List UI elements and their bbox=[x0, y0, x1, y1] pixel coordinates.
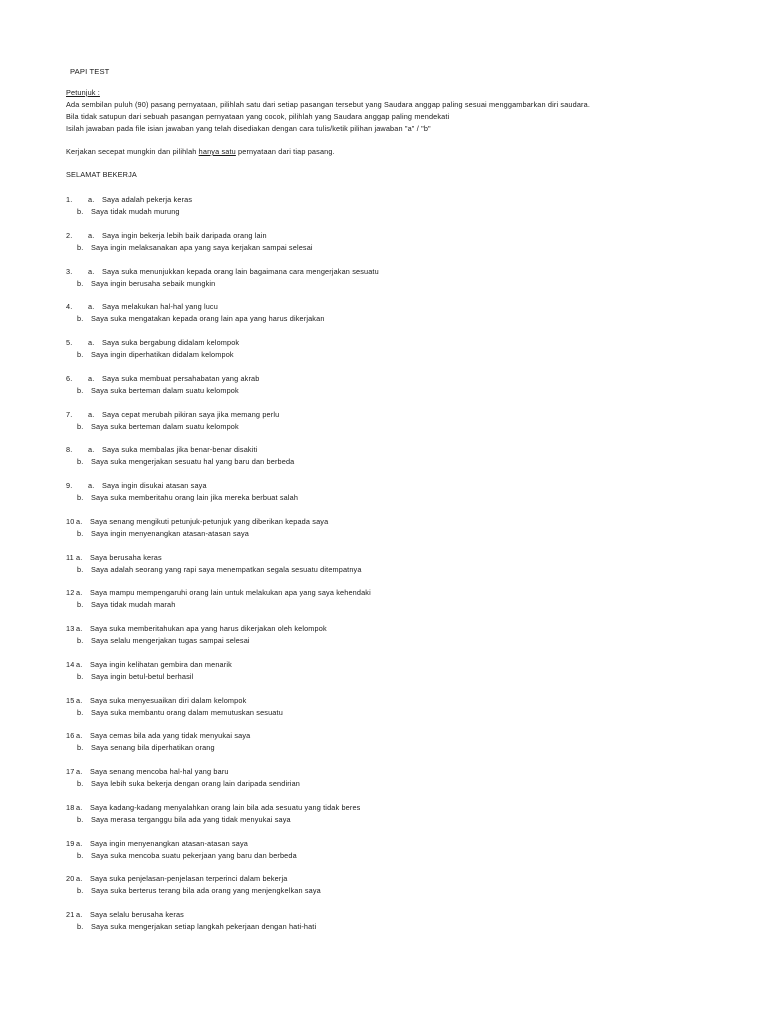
option-a-row bbox=[66, 373, 726, 385]
option-a-marker: a. bbox=[76, 731, 83, 741]
option-a-row bbox=[66, 766, 726, 778]
option-a-marker: a. bbox=[76, 767, 83, 776]
option-b-row bbox=[66, 921, 726, 933]
option-a-text: Saya suka menunjukkan kepada orang lain bagaimana cara mengerjakan sesuatu bbox=[102, 266, 379, 276]
option-b-text: Saya suka berteman dalam suatu kelompok bbox=[91, 385, 239, 395]
option-b-text: Saya adalah seorang yang rapi saya menempatkan segala sesuatu ditempatnya bbox=[91, 564, 362, 574]
option-b-row bbox=[66, 206, 726, 218]
option-a-row bbox=[66, 409, 726, 421]
question-item bbox=[66, 695, 726, 719]
option-b-marker: b. bbox=[77, 385, 84, 395]
option-a-row bbox=[66, 337, 726, 349]
option-b-row bbox=[66, 242, 726, 254]
question-item bbox=[66, 409, 726, 433]
question-number: 4. bbox=[66, 302, 73, 312]
question-number: 12 bbox=[66, 588, 75, 598]
option-b-row bbox=[66, 278, 726, 290]
question-item bbox=[66, 230, 726, 254]
option-a-marker: a. bbox=[88, 445, 95, 455]
option-a-row bbox=[66, 909, 726, 921]
option-a-row bbox=[66, 695, 726, 707]
question-number: 11 bbox=[66, 552, 74, 562]
question-item bbox=[66, 194, 726, 218]
option-b-row bbox=[66, 313, 726, 325]
option-b-marker: b. bbox=[77, 600, 84, 610]
question-item bbox=[66, 873, 726, 897]
document-title: PAPI TEST bbox=[70, 67, 110, 76]
option-a-row bbox=[66, 444, 726, 456]
question-item bbox=[66, 623, 726, 647]
option-b-marker: b. bbox=[77, 707, 84, 717]
option-a-marker: a. bbox=[88, 373, 95, 383]
option-a-text: Saya ingin menyenangkan atasan-atasan saya bbox=[90, 838, 249, 848]
option-a-row bbox=[66, 301, 726, 313]
option-b-marker: b. bbox=[77, 779, 84, 788]
option-a-text: Saya cemas bila ada yang tidak menyukai saya bbox=[90, 731, 251, 741]
question-item bbox=[66, 337, 726, 361]
question-number: 13 bbox=[66, 624, 75, 633]
question-number: 1. bbox=[66, 195, 73, 204]
option-b-row bbox=[66, 778, 726, 790]
question-item bbox=[66, 587, 726, 611]
question-item bbox=[66, 659, 726, 683]
option-a-marker: a. bbox=[76, 659, 83, 669]
option-a-marker: a. bbox=[76, 516, 83, 526]
instructions-line-4 bbox=[66, 147, 335, 156]
option-b-text: Saya tidak mudah murung bbox=[91, 207, 180, 216]
question-item bbox=[66, 444, 726, 468]
option-b-text: Saya suka mencoba suatu pekerjaan yang baru dan berbeda bbox=[91, 850, 297, 860]
option-b-marker: b. bbox=[77, 671, 84, 681]
option-a-row bbox=[66, 552, 726, 564]
option-a-text: Saya suka membalas jika benar-benar disakiti bbox=[102, 445, 258, 455]
option-b-marker: b. bbox=[77, 457, 84, 467]
option-a-text: Saya melakukan hal-hal yang lucu bbox=[102, 302, 218, 312]
option-a-marker: a. bbox=[76, 624, 83, 633]
option-b-row bbox=[66, 528, 726, 540]
option-a-text: Saya ingin bekerja lebih baik daripada orang lain bbox=[102, 230, 267, 240]
option-b-text: Saya senang bila diperhatikan orang bbox=[91, 743, 215, 753]
option-b-row bbox=[66, 456, 726, 468]
option-a-text: Saya suka memberitahukan apa yang harus dikerjakan oleh kelompok bbox=[90, 624, 327, 633]
option-a-marker: a. bbox=[76, 588, 83, 598]
option-a-text: Saya suka bergabung didalam kelompok bbox=[102, 338, 240, 347]
option-b-text: Saya ingin menyenangkan atasan-atasan saya bbox=[91, 528, 250, 538]
option-b-marker: b. bbox=[77, 242, 84, 252]
question-number: 3. bbox=[66, 266, 73, 276]
option-b-text: Saya lebih suka bekerja dengan orang lain daripada sendirian bbox=[91, 779, 300, 788]
option-a-marker: a. bbox=[76, 910, 83, 919]
option-a-marker: a. bbox=[88, 409, 95, 419]
question-item bbox=[66, 373, 726, 397]
question-item bbox=[66, 909, 726, 933]
question-number: 10 bbox=[66, 516, 75, 526]
question-number: 16 bbox=[66, 731, 75, 741]
option-a-marker: a. bbox=[88, 338, 95, 347]
option-a-text: Saya ingin disukai atasan saya bbox=[102, 481, 207, 490]
option-b-row bbox=[66, 885, 726, 897]
question-number: 14 bbox=[66, 659, 75, 669]
option-b-text: Saya ingin melaksanakan apa yang saya kerjakan sampai selesai bbox=[91, 242, 313, 252]
option-b-text: Saya suka mengatakan kepada orang lain apa yang harus dikerjakan bbox=[91, 314, 325, 324]
option-b-row bbox=[66, 814, 726, 826]
option-a-row bbox=[66, 587, 726, 599]
option-a-text: Saya selalu berusaha keras bbox=[90, 910, 184, 919]
option-b-marker: b. bbox=[77, 493, 84, 502]
option-a-marker: a. bbox=[76, 552, 83, 562]
option-b-text: Saya suka berteman dalam suatu kelompok bbox=[91, 421, 239, 431]
option-b-marker: b. bbox=[77, 421, 84, 431]
question-item bbox=[66, 730, 726, 754]
option-a-text: Saya mampu mempengaruhi orang lain untuk melakukan apa yang saya kehendaki bbox=[90, 588, 371, 598]
option-b-row bbox=[66, 385, 726, 397]
option-a-marker: a. bbox=[88, 302, 95, 312]
option-b-marker: b. bbox=[77, 922, 84, 931]
option-a-marker: a. bbox=[88, 481, 95, 490]
question-item bbox=[66, 838, 726, 862]
option-a-row bbox=[66, 266, 726, 278]
option-a-marker: a. bbox=[88, 230, 95, 240]
question-number: 20 bbox=[66, 874, 75, 884]
option-b-marker: b. bbox=[77, 350, 84, 359]
option-a-marker: a. bbox=[76, 695, 83, 705]
option-b-text: Saya ingin betul-betul berhasil bbox=[91, 671, 194, 681]
instructions-line-4-pre: Kerjakan secepat mungkin dan pilihlah bbox=[66, 147, 199, 156]
option-b-text: Saya suka mengerjakan sesuatu hal yang baru dan berbeda bbox=[91, 457, 295, 467]
option-b-text: Saya ingin diperhatikan didalam kelompok bbox=[91, 350, 234, 359]
option-a-text: Saya adalah pekerja keras bbox=[102, 195, 193, 204]
question-item bbox=[66, 480, 726, 504]
option-a-row bbox=[66, 659, 726, 671]
option-a-row bbox=[66, 230, 726, 242]
instructions-line-3: Isilah jawaban pada file isian jawaban yang telah disediakan dengan cara tulis/ketik pilihan jawaban "a" / "b" bbox=[66, 124, 431, 133]
option-b-marker: b. bbox=[77, 207, 84, 216]
option-a-text: Saya suka penjelasan-penjelasan terperinci dalam bekerja bbox=[90, 874, 288, 884]
option-a-text: Saya kadang-kadang menyalahkan orang lain bila ada sesuatu yang tidak beres bbox=[90, 802, 361, 812]
option-a-marker: a. bbox=[88, 266, 95, 276]
question-number: 19 bbox=[66, 838, 75, 848]
option-b-row bbox=[66, 742, 726, 754]
option-b-row bbox=[66, 707, 726, 719]
option-a-text: Saya suka menyesuaikan diri dalam kelompok bbox=[90, 695, 247, 705]
question-number: 17 bbox=[66, 767, 75, 776]
option-b-text: Saya merasa terganggu bila ada yang tidak menyukai saya bbox=[91, 814, 291, 824]
option-b-row bbox=[66, 599, 726, 611]
option-b-text: Saya suka berterus terang bila ada orang yang menjengkelkan saya bbox=[91, 886, 321, 896]
question-number: 5. bbox=[66, 338, 73, 347]
instructions-line-4-post: pernyataan dari tiap pasang. bbox=[235, 147, 335, 156]
option-b-marker: b. bbox=[77, 743, 84, 753]
question-item bbox=[66, 766, 726, 790]
greeting: SELAMAT BEKERJA bbox=[66, 170, 137, 179]
option-b-text: Saya tidak mudah marah bbox=[91, 600, 176, 610]
option-a-row bbox=[66, 480, 726, 492]
option-b-marker: b. bbox=[77, 814, 84, 824]
option-b-row bbox=[66, 850, 726, 862]
option-b-marker: b. bbox=[77, 564, 84, 574]
question-number: 18 bbox=[66, 802, 75, 812]
option-b-marker: b. bbox=[77, 314, 84, 324]
question-number: 2. bbox=[66, 230, 73, 240]
option-b-row bbox=[66, 492, 726, 504]
option-b-row bbox=[66, 349, 726, 361]
option-b-row bbox=[66, 564, 726, 576]
option-b-text: Saya selalu mengerjakan tugas sampai selesai bbox=[91, 636, 250, 645]
option-b-text: Saya suka mengerjakan setiap langkah pekerjaan dengan hati-hati bbox=[91, 922, 317, 931]
option-b-marker: b. bbox=[77, 528, 84, 538]
option-a-text: Saya suka membuat persahabatan yang akrab bbox=[102, 373, 260, 383]
option-a-row bbox=[66, 194, 726, 206]
question-item bbox=[66, 301, 726, 325]
option-b-marker: b. bbox=[77, 636, 84, 645]
option-a-row bbox=[66, 516, 726, 528]
instructions-line-4-emphasis: hanya satu bbox=[198, 147, 236, 156]
option-a-marker: a. bbox=[88, 195, 95, 204]
question-item bbox=[66, 266, 726, 290]
instructions-heading: Petunjuk : bbox=[66, 88, 100, 97]
question-number: 9. bbox=[66, 481, 73, 490]
option-a-row bbox=[66, 873, 726, 885]
question-item bbox=[66, 552, 726, 576]
option-b-text: Saya suka membantu orang dalam memutuskan sesuatu bbox=[91, 707, 283, 717]
question-number: 21 bbox=[66, 910, 75, 919]
instructions-line-1: Ada sembilan puluh (90) pasang pernyataan, pilihlah satu dari setiap pasangan tersebut yang Saudara anggap paling sesuai menggambarkan diri saudara. bbox=[66, 100, 590, 109]
question-item bbox=[66, 802, 726, 826]
option-a-text: Saya cepat merubah pikiran saya jika memang perlu bbox=[102, 409, 280, 419]
question-number: 6. bbox=[66, 373, 73, 383]
instructions-line-2: Bila tidak satupun dari sebuah pasangan pernyataan yang cocok, pilihlah yang Saudara anggap paling mendekati bbox=[66, 112, 450, 121]
question-number: 15 bbox=[66, 695, 75, 705]
option-a-row bbox=[66, 623, 726, 635]
option-a-row bbox=[66, 838, 726, 850]
option-b-row bbox=[66, 635, 726, 647]
question-item bbox=[66, 516, 726, 540]
option-a-text: Saya senang mencoba hal-hal yang baru bbox=[90, 767, 229, 776]
option-b-marker: b. bbox=[77, 886, 84, 896]
option-a-text: Saya ingin kelihatan gembira dan menarik bbox=[90, 659, 232, 669]
option-a-marker: a. bbox=[76, 838, 83, 848]
option-b-text: Saya ingin berusaha sebaik mungkin bbox=[91, 278, 216, 288]
option-b-row bbox=[66, 671, 726, 683]
option-b-text: Saya suka memberitahu orang lain jika mereka berbuat salah bbox=[91, 493, 299, 502]
option-a-marker: a. bbox=[76, 874, 83, 884]
option-a-row bbox=[66, 802, 726, 814]
question-number: 7. bbox=[66, 409, 73, 419]
option-a-row bbox=[66, 730, 726, 742]
option-b-marker: b. bbox=[77, 278, 84, 288]
option-b-marker: b. bbox=[77, 850, 84, 860]
option-b-row bbox=[66, 421, 726, 433]
question-number: 8. bbox=[66, 445, 73, 455]
option-a-marker: a. bbox=[76, 802, 83, 812]
option-a-text: Saya berusaha keras bbox=[90, 552, 162, 562]
option-a-text: Saya senang mengikuti petunjuk-petunjuk yang diberikan kepada saya bbox=[90, 516, 329, 526]
